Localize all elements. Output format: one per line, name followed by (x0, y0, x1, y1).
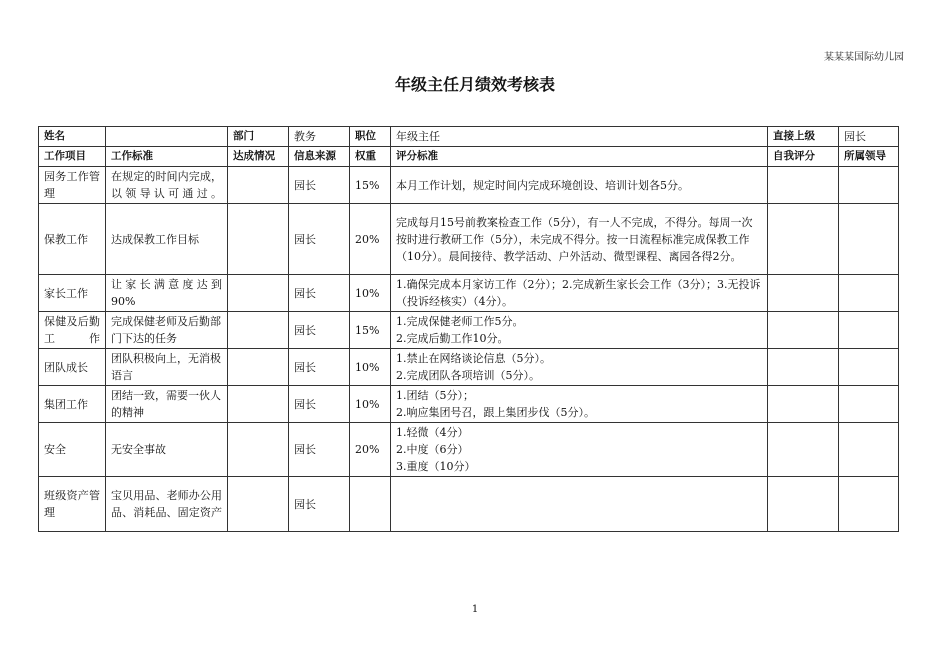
criteria-line: 完成每月15号前教案检查工作（5分），有一人不完成，不得分。每周一次按时进行教研工作（5分），未完成不得分。按一日流程标准完成保教工作（10分）。晨间接待、教学活动、户外活动、微型课程、离园各得2分。 (396, 215, 753, 263)
criteria-line: 1.轻微（4分） (396, 426, 469, 439)
scoring-criteria (391, 312, 768, 349)
scoring-criteria (391, 275, 768, 312)
achievement-status[interactable] (228, 167, 289, 204)
table-row (39, 312, 899, 349)
info-source: 园长 (289, 423, 350, 477)
leader-score[interactable] (839, 423, 899, 477)
col-header: 达成情况 (228, 147, 289, 167)
work-standard: 完成保健老师及后勤部门下达的任务 (106, 312, 228, 349)
col-header: 所属领导 (839, 147, 899, 167)
table-row (39, 477, 899, 532)
achievement-status[interactable] (228, 275, 289, 312)
leader-score[interactable] (839, 275, 899, 312)
position-label: 职位 (350, 127, 391, 147)
leader-score[interactable] (839, 349, 899, 386)
achievement-status[interactable] (228, 477, 289, 532)
criteria-line: 3.重度（10分） (396, 460, 476, 473)
work-item: 保教工作 (39, 204, 106, 275)
criteria-line: 2.响应集团号召，跟上集团步伐（5分）。 (396, 406, 595, 419)
column-header-row (39, 147, 899, 167)
criteria-line: 1.确保完成本月家访工作（2分）；2.完成新生家长会工作（3分）；3.无投诉（投诉经核实）（4分）。 (396, 278, 761, 308)
leader-score[interactable] (839, 477, 899, 532)
weight: 20% (350, 204, 391, 275)
info-source: 园长 (289, 312, 350, 349)
scoring-criteria (391, 349, 768, 386)
achievement-status[interactable] (228, 204, 289, 275)
weight: 15% (350, 312, 391, 349)
achievement-status[interactable] (228, 312, 289, 349)
criteria-line: 2.完成团队各项培训（5分）。 (396, 369, 540, 382)
info-source: 园长 (289, 167, 350, 204)
table-row (39, 167, 899, 204)
table-row (39, 204, 899, 275)
page-title: 年级主任月绩效考核表 (394, 75, 555, 94)
criteria-line: 1.团结（5分）； (396, 389, 474, 402)
leader-score[interactable] (839, 167, 899, 204)
col-header: 工作项目 (39, 147, 106, 167)
work-item: 团队成长 (39, 349, 106, 386)
weight: 20% (350, 423, 391, 477)
work-item: 集团工作 (39, 386, 106, 423)
position-value: 年级主任 (391, 127, 768, 147)
info-source: 园长 (289, 275, 350, 312)
dept-value: 教务 (289, 127, 350, 147)
col-header: 评分标准 (391, 147, 768, 167)
scoring-criteria (391, 204, 768, 275)
work-standard: 无安全事故 (106, 423, 228, 477)
name-label: 姓名 (39, 127, 106, 147)
table-row (39, 386, 899, 423)
self-score[interactable] (768, 204, 839, 275)
scoring-criteria (391, 386, 768, 423)
weight: 10% (350, 386, 391, 423)
table-row (39, 349, 899, 386)
work-standard: 宝贝用品、老师办公用品、消耗品、固定资产 (106, 477, 228, 532)
work-item: 班级资产管理 (39, 477, 106, 532)
scoring-criteria (391, 477, 768, 532)
weight: 15% (350, 167, 391, 204)
info-source: 园长 (289, 477, 350, 532)
criteria-line: 1.完成保健老师工作5分。 (396, 315, 524, 328)
table-row (39, 275, 899, 312)
self-score[interactable] (768, 312, 839, 349)
table-row (39, 423, 899, 477)
achievement-status[interactable] (228, 386, 289, 423)
achievement-status[interactable] (228, 349, 289, 386)
self-score[interactable] (768, 477, 839, 532)
superior-value: 园长 (839, 127, 899, 147)
self-score[interactable] (768, 349, 839, 386)
work-item: 安全 (39, 423, 106, 477)
work-item: 保健及后勤工作 (39, 312, 106, 349)
leader-score[interactable] (839, 312, 899, 349)
info-source: 园长 (289, 386, 350, 423)
self-score[interactable] (768, 423, 839, 477)
work-standard: 团结一致，需要一伙人的精神 (106, 386, 228, 423)
scoring-criteria (391, 167, 768, 204)
work-item: 家长工作 (39, 275, 106, 312)
criteria-line: 2.完成后勤工作10分。 (396, 332, 509, 345)
scoring-criteria (391, 423, 768, 477)
self-score[interactable] (768, 275, 839, 312)
weight (350, 477, 391, 532)
criteria-line: 1.禁止在网络谈论信息（5分）。 (396, 352, 551, 365)
criteria-line: 2.中度（6分） (396, 443, 469, 456)
work-item: 园务工作管理 (39, 167, 106, 204)
superior-label: 直接上级 (768, 127, 839, 147)
work-standard: 让家长满意度达到90% (106, 275, 228, 312)
work-standard: 在规定的时间内完成，以领导认可通过。 (106, 167, 228, 204)
achievement-status[interactable] (228, 423, 289, 477)
col-header: 信息来源 (289, 147, 350, 167)
leader-score[interactable] (839, 386, 899, 423)
criteria-line: 本月工作计划，规定时间内完成环境创设、培训计划各5分。 (396, 178, 689, 192)
self-score[interactable] (768, 386, 839, 423)
weight: 10% (350, 275, 391, 312)
self-score[interactable] (768, 167, 839, 204)
leader-score[interactable] (839, 204, 899, 275)
work-standard: 团队积极向上，无消极语言 (106, 349, 228, 386)
col-header: 工作标准 (106, 147, 228, 167)
weight: 10% (350, 349, 391, 386)
page-number: 1 (471, 604, 479, 615)
col-header: 权重 (350, 147, 391, 167)
organization-name: 某某某国际幼儿园 (824, 52, 904, 63)
info-source: 园长 (289, 204, 350, 275)
dept-label: 部门 (228, 127, 289, 147)
evaluation-table (38, 126, 899, 532)
info-source: 园长 (289, 349, 350, 386)
name-value (106, 127, 228, 147)
col-header: 自我评分 (768, 147, 839, 167)
work-standard: 达成保教工作目标 (106, 204, 228, 275)
info-row (39, 127, 899, 147)
